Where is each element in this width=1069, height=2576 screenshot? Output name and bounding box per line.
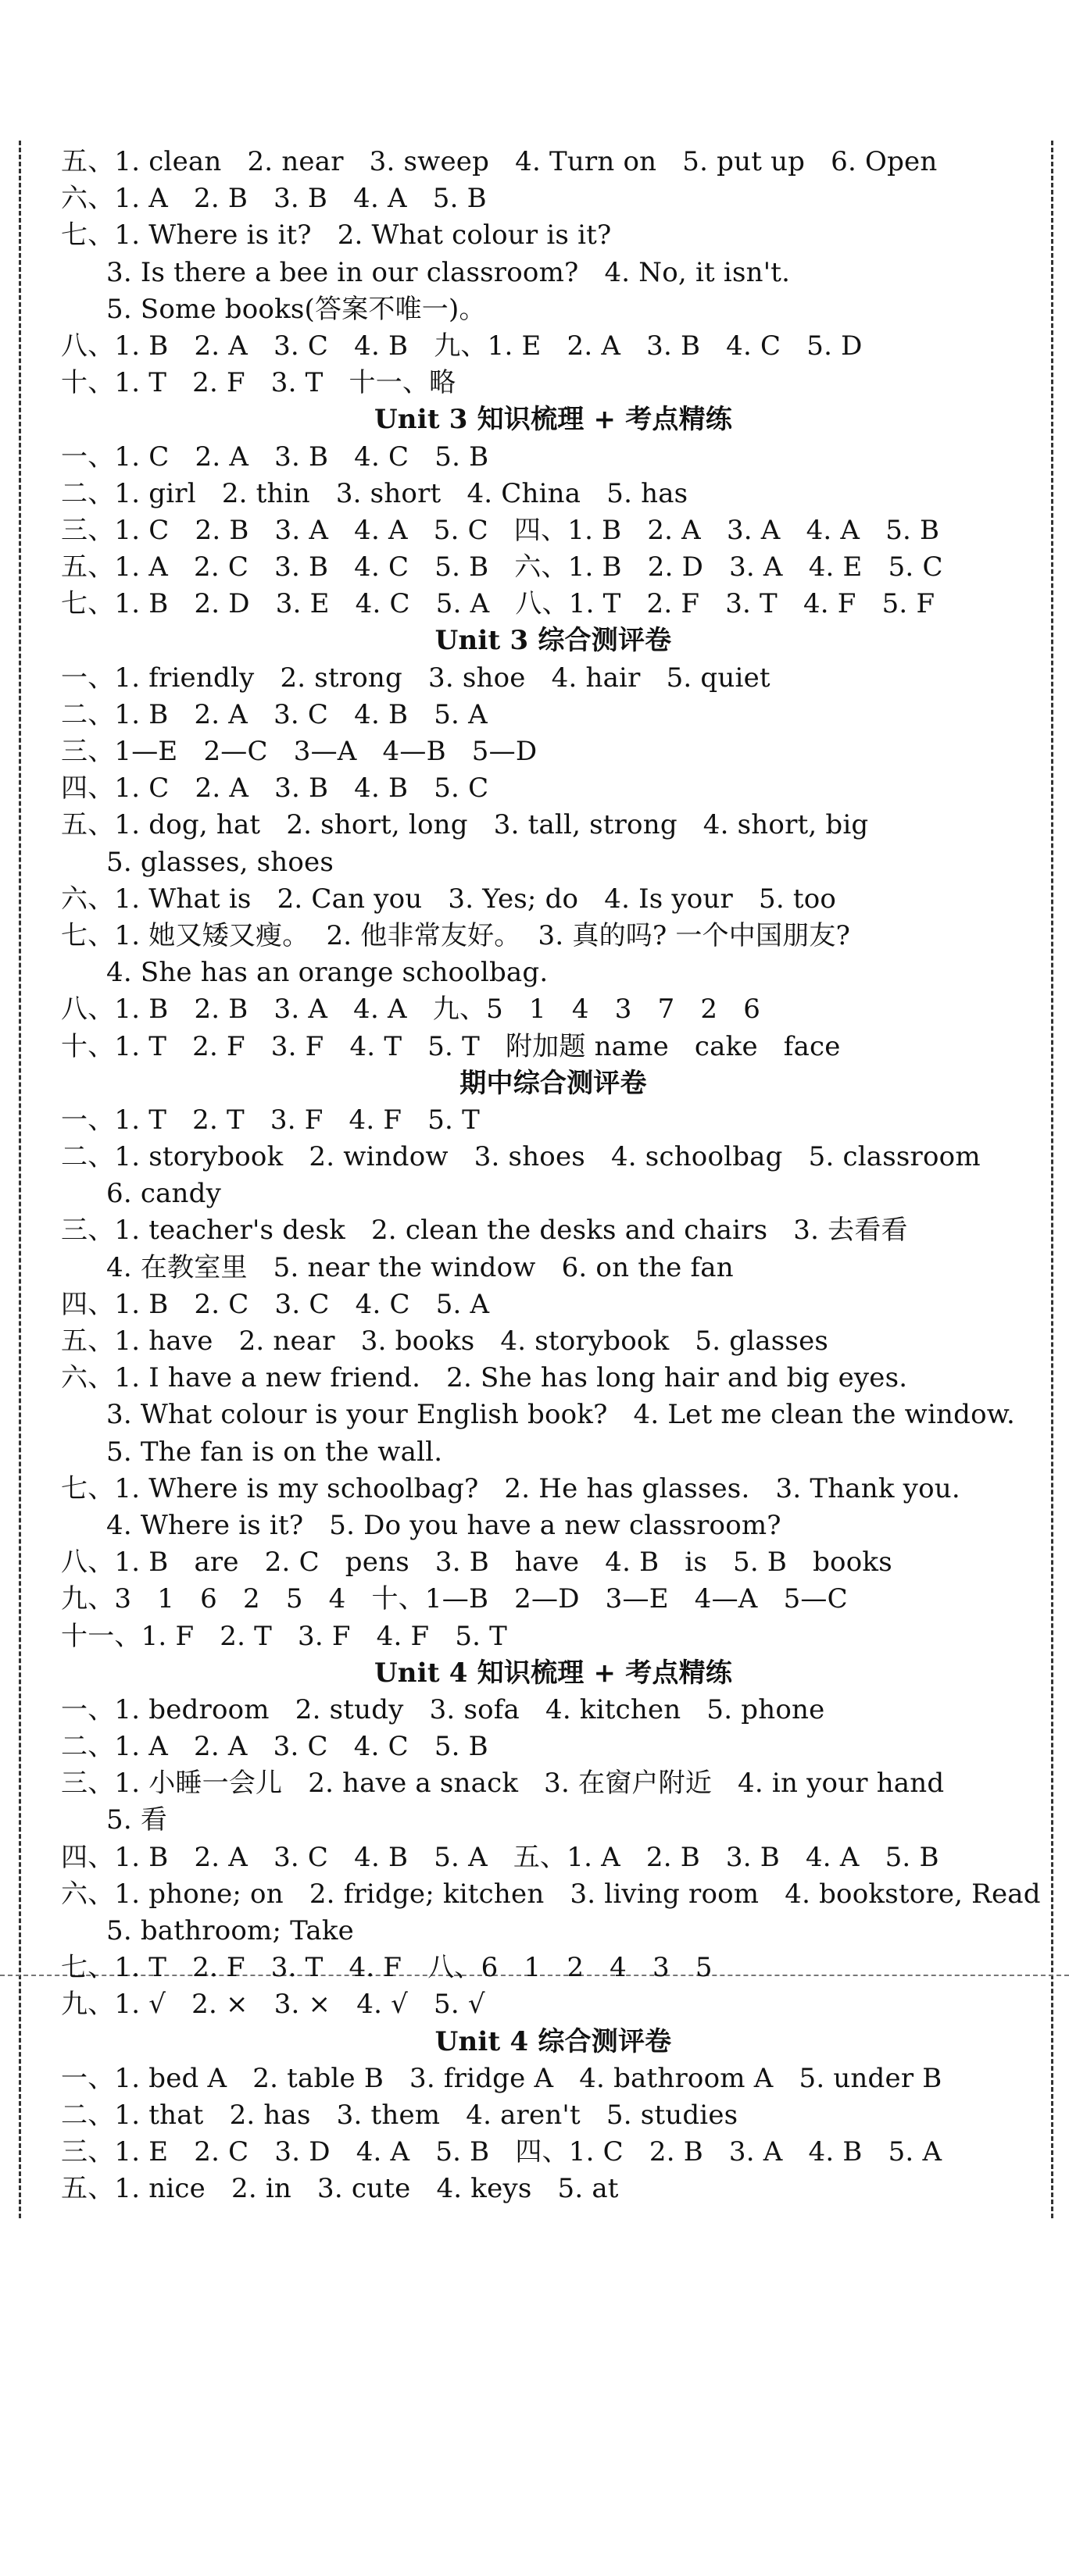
- left-dashed-border: [19, 141, 21, 2218]
- answer-line: 5. 看: [106, 1804, 168, 1836]
- answer-line: 三、1. C 2. B 3. A 4. A 5. C 四、1. B 2. A 3. A 4. A 5. B: [61, 514, 940, 546]
- answer-line: 五、1. dog, hat 2. short, long 3. tall, strong 4. short, big: [61, 809, 869, 841]
- answer-line: 九、1. √ 2. × 3. × 4. √ 5. √: [61, 1989, 485, 2021]
- answer-line: 三、1. teacher's desk 2. clean the desks and chairs 3. 去看看: [61, 1215, 908, 1247]
- answer-line: 七、1. Where is my schoolbag? 2. He has glasses. 3. Thank you.: [61, 1472, 960, 1504]
- answer-line: 三、1. E 2. C 3. D 4. A 5. B 四、1. C 2. B 3. A 4. B 5. A: [61, 2136, 942, 2168]
- answer-line: 十一、1. F 2. T 3. F 4. F 5. T: [61, 1620, 508, 1652]
- answer-line: 5. Some books(答案不唯一)。: [106, 293, 486, 325]
- answer-line: 一、1. friendly 2. strong 3. shoe 4. hair 5. quiet: [61, 662, 770, 694]
- answer-line: 二、1. B 2. A 3. C 4. B 5. A: [61, 698, 488, 730]
- answer-line: 五、1. clean 2. near 3. sweep 4. Turn on 5. put up 6. Open: [61, 146, 938, 177]
- answer-line: 一、1. C 2. A 3. B 4. C 5. B: [61, 441, 489, 473]
- answer-line: 5. The fan is on the wall.: [106, 1436, 443, 1468]
- answer-line: 七、1. Where is it? 2. What colour is it?: [61, 219, 612, 252]
- answer-line: 六、1. I have a new friend. 2. She has long hair and big eyes.: [61, 1362, 908, 1394]
- answer-line: 5. glasses, shoes: [106, 846, 334, 878]
- answer-line: 六、1. A 2. B 3. B 4. A 5. B: [61, 183, 487, 215]
- section-heading: 期中综合测评卷: [459, 1067, 647, 1099]
- answer-line: 6. candy: [106, 1178, 222, 1210]
- answer-line: 三、1—E 2—C 3—A 4—B 5—D: [61, 736, 538, 767]
- answer-line: 八、1. B 2. A 3. C 4. B 九、1. E 2. A 3. B 4. C 5. D: [61, 330, 863, 362]
- answer-line: 六、1. phone; on 2. fridge; kitchen 3. living room 4. bookstore, Read: [61, 1878, 1041, 1910]
- answer-line: 十、1. T 2. F 3. F 4. T 5. T 附加题 name cake face: [61, 1030, 841, 1062]
- answer-line: 3. What colour is your English book? 4. Let me clean the window.: [106, 1399, 1016, 1431]
- answer-line: 3. Is there a bee in our classroom? 4. No, it isn't.: [106, 256, 791, 288]
- answer-line: 二、1. A 2. A 3. C 4. C 5. B: [61, 1731, 488, 1763]
- answer-line: 4. 在教室里 5. near the window 6. on the fan: [106, 1251, 734, 1283]
- answer-line: 七、1. 她又矮又瘦。 2. 他非常友好。 3. 真的吗? 一个中国朋友?: [61, 919, 851, 951]
- answer-line: 二、1. storybook 2. window 3. shoes 4. schoolbag 5. classroom: [61, 1141, 981, 1173]
- answer-line: 八、1. B 2. B 3. A 4. A 九、5 1 4 3 7 2 6: [61, 994, 761, 1026]
- section-heading: Unit 3 知识梳理 + 考点精练: [374, 404, 733, 436]
- answer-line: 二、1. that 2. has 3. them 4. aren't 5. studies: [61, 2099, 738, 2131]
- answer-line: 六、1. What is 2. Can you 3. Yes; do 4. Is your 5. too: [61, 883, 837, 915]
- answer-line: 二、1. girl 2. thin 3. short 4. China 5. has: [61, 477, 688, 509]
- answer-line: 一、1. bed A 2. table B 3. fridge A 4. bathroom A 5. under B: [61, 2062, 942, 2094]
- answer-line: 九、3 1 6 2 5 4 十、1—B 2—D 3—E 4—A 5—C: [61, 1583, 848, 1615]
- answer-line: 一、1. bedroom 2. study 3. sofa 4. kitchen 5. phone: [61, 1693, 825, 1725]
- answer-line: 五、1. have 2. near 3. books 4. storybook 5. glasses: [61, 1325, 829, 1357]
- answer-line: 三、1. 小睡一会儿 2. have a snack 3. 在窗户附近 4. in your hand: [61, 1768, 945, 1800]
- answer-line: 八、1. B are 2. C pens 3. B have 4. B is 5. B books: [61, 1547, 892, 1579]
- section-heading: Unit 4 综合测评卷: [434, 2025, 672, 2057]
- answer-line: 5. bathroom; Take: [106, 1915, 354, 1946]
- answer-line: 4. Where is it? 5. Do you have a new classroom?: [106, 1509, 781, 1541]
- answer-content: [61, 144, 1046, 2208]
- answer-line: 四、1. B 2. A 3. C 4. B 5. A 五、1. A 2. B 3. B 4. A 5. B: [61, 1841, 939, 1873]
- answer-line: 十、1. T 2. F 3. T 十一、略: [61, 367, 456, 399]
- section-heading: Unit 3 综合测评卷: [434, 625, 672, 657]
- answer-line: 4. She has an orange schoolbag.: [106, 957, 549, 989]
- answer-line: 七、1. T 2. F 3. T 4. F 八、6 1 2 4 3 5: [61, 1952, 713, 1984]
- answer-line: 五、1. nice 2. in 3. cute 4. keys 5. at: [61, 2173, 619, 2205]
- answer-line: 一、1. T 2. T 3. F 4. F 5. T: [61, 1104, 480, 1136]
- section-heading: Unit 4 知识梳理 + 考点精练: [374, 1657, 733, 1689]
- answer-line: 四、1. B 2. C 3. C 4. C 5. A: [61, 1288, 490, 1320]
- answer-line: 四、1. C 2. A 3. B 4. B 5. C: [61, 772, 489, 805]
- right-dashed-border: [1051, 141, 1053, 2218]
- answer-line: 七、1. B 2. D 3. E 4. C 5. A 八、1. T 2. F 3. T 4. F 5. F: [61, 588, 935, 620]
- answer-line: 五、1. A 2. C 3. B 4. C 5. B 六、1. B 2. D 3. A 4. E 5. C: [61, 551, 943, 583]
